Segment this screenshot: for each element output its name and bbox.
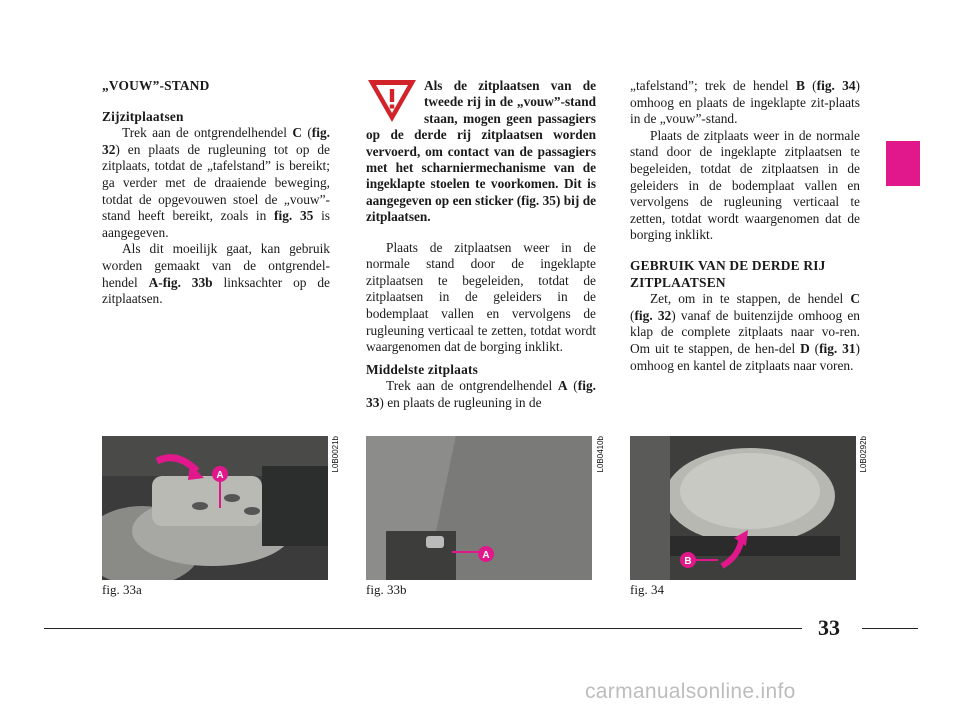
subheading: Middelste zitplaats [366, 361, 479, 377]
paragraph: „tafelstand”; trek de hendel B (fig. 34) omhoog en plaats de ingeklapte zit-plaats in de „vouw”-stand. [630, 78, 861, 127]
paragraph: Zet, om in te stappen, de hendel C (fig. 32) vanaf de buitenzijde omhoog en klap de complete zitplaats naar vo-ren. Om uit te stappen, de hen-del D (fig. 31) omhoog en kantel de zitplaats naar voren. [630, 291, 860, 373]
figure-caption: fig. 33a [102, 582, 142, 597]
figure-33a-photo [102, 436, 328, 580]
figure-label: A [216, 470, 224, 481]
figure-caption: fig. 34 [630, 582, 664, 597]
column-3 [630, 78, 860, 374]
section-heading: GEBRUIK VAN DE DERDE RIJ ZITPLAATSEN [630, 257, 826, 290]
section-heading: „VOUW”-STAND [102, 78, 210, 93]
paragraph: Als dit moeilijk gaat, kan gebruik worden gemaakt van de ontgrendel-hendel A-fig. 33b linksachter op de zitplaatsen. [102, 241, 330, 307]
warning-block [366, 78, 596, 226]
paragraph: Trek aan de ontgrendelhendel C (fig. 32) en plaats de rugleuning tot op de zitplaats, totdat de „tafelstand” is bereikt; ga verder met de draaiende beweging, totdat de opgevouwen stoel de „vouw”-stand heeft bereikt, zoals in fig. 35 is aangegeven. [102, 125, 331, 240]
section-tab [886, 141, 920, 186]
footer-rule-left [44, 628, 802, 629]
warning-triangle-icon [366, 78, 418, 124]
subheading: Zijzitplaatsen [102, 108, 184, 124]
page-number: 33 [818, 615, 840, 640]
figure-code: L0B0021b [331, 436, 340, 473]
paragraph: Plaats de zitplaatsen weer in de normale stand door de ingeklapte zitplaatsen te begeleiden, totdat de zitplaatsen in de geleiders in de bodemplaat vallen en vervolgens de rugleuning verticaal te zetten, totdat wordt waargenomen dat de borging inklikt. [366, 239, 596, 355]
watermark: carmanualsonline.info [585, 680, 796, 703]
figure-caption: fig. 33b [366, 582, 407, 597]
column-2 [366, 78, 596, 412]
paragraph: Plaats de zitplaats weer in de normale stand door de ingeklapte zitplaatsen te begeleiden, totdat de zitplaatsen in de geleiders in de bodemplaat vallen en vervolgens de rugleuning verticaal te zetten, totdat wordt waargenomen dat de borging inklikt. [630, 127, 860, 243]
figure-label: B [684, 556, 692, 567]
figure-code: L0B0410b [596, 436, 605, 473]
figure-33b-photo [366, 436, 592, 580]
column-1 [102, 78, 330, 308]
figure-code: L0B0292b [859, 436, 868, 473]
paragraph: Trek aan de ontgrendelhendel A (fig. 33) en plaats de rugleuning in de [366, 378, 597, 410]
figure-34-photo [630, 436, 856, 580]
figure-label: A [482, 550, 490, 561]
warning-text: Als de zitplaatsen van de tweede rij in de „vouw”-stand staan, mogen geen passagiers op de derde rij zitplaatsen worden vervoerd, om contact van de passagiers met het scharniermechanisme van de ingeklapte stoelen te voorkomen. Dit is aangegeven op een sticker (fig. 35) bij de zitplaatsen. [366, 78, 596, 225]
footer-rule-right [862, 628, 918, 629]
